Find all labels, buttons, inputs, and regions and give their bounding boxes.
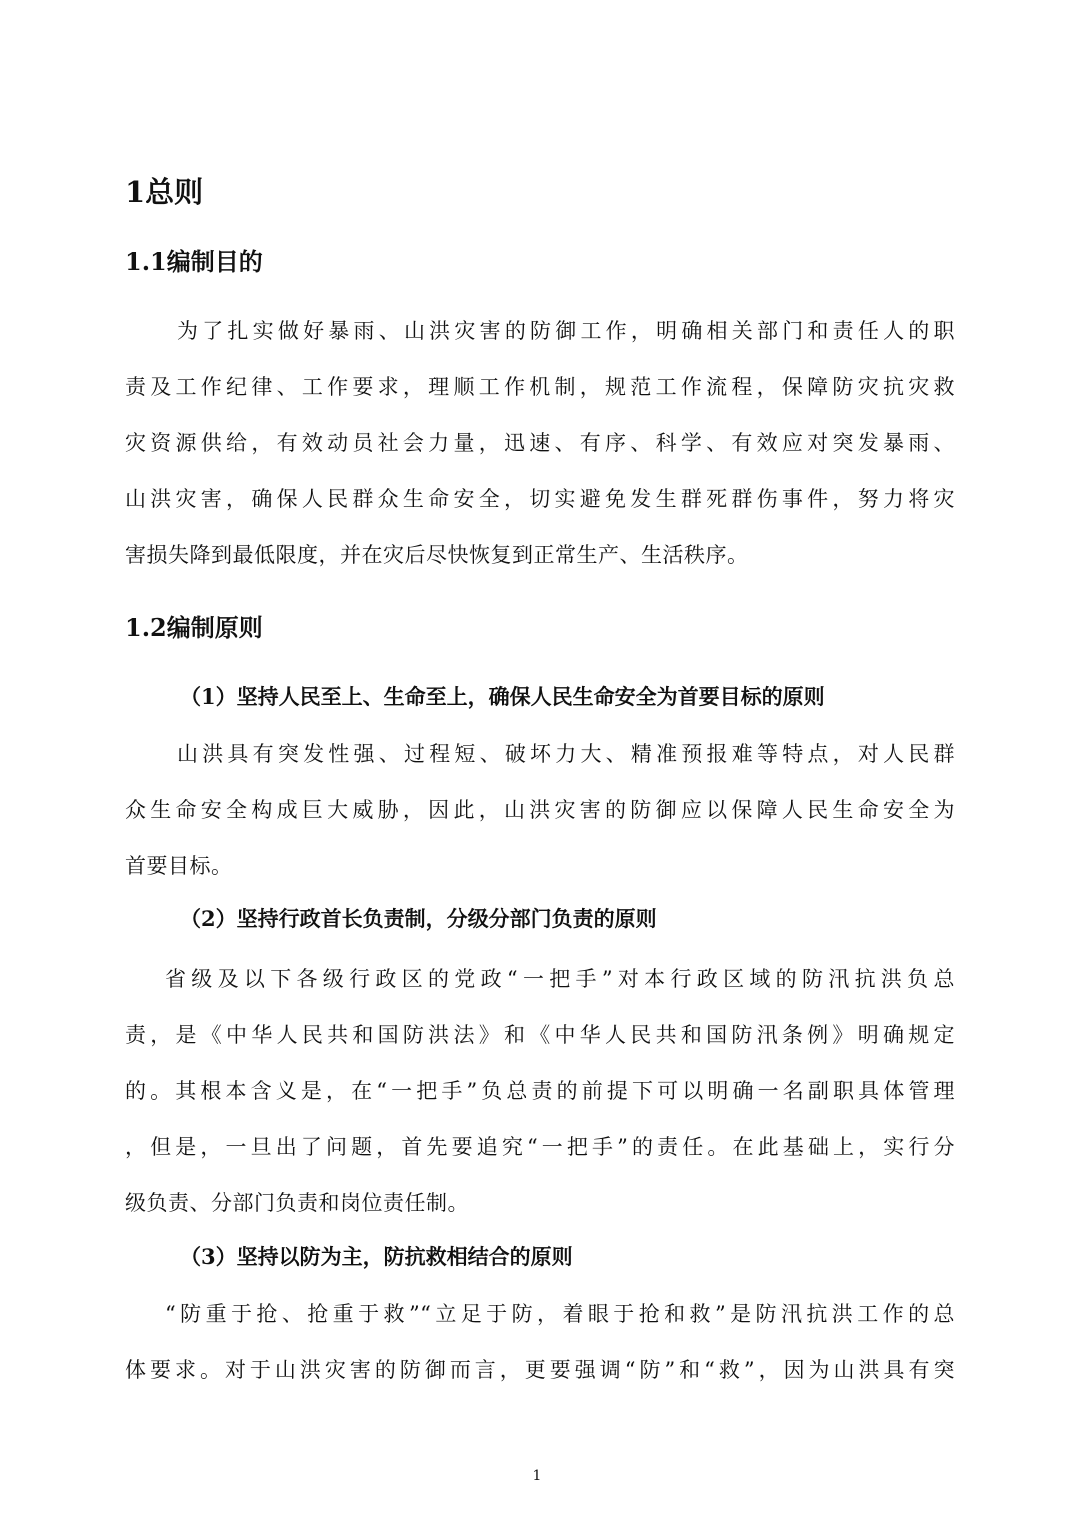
principle-heading-2: （2）坚持行政首长负责制，分级分部门负责的原则: [180, 906, 657, 931]
text-line: 的。其根本含义是，在“一把手”负总责的前提下可以明确一名副职具体管理: [125, 1079, 955, 1103]
text-line: 众生命安全构成巨大威胁，因此，山洪灾害的防御应以保障人民生命安全为: [125, 798, 955, 822]
text-line: 山洪灾害，确保人民群众生命安全，切实避免发生群死群伤事件，努力将灾: [125, 487, 955, 511]
text-line: ，但是，一旦出了问题，首先要追究“一把手”的责任。在此基础上，实行分: [125, 1135, 955, 1159]
section-heading-1-2: 1.2编制原则: [125, 613, 263, 642]
text-line: 体要求。对于山洪灾害的防御而言，更要强调“防”和“救”，因为山洪具有突: [125, 1358, 955, 1382]
text-line: 为了扎实做好暴雨、山洪灾害的防御工作，明确相关部门和责任人的职: [177, 319, 955, 343]
chapter-heading: 1总则: [125, 175, 204, 209]
paragraph-purpose: [125, 303, 955, 583]
text-line: 省级及以下各级行政区的党政“一把手”对本行政区域的防汛抗洪负总: [165, 967, 955, 991]
section-heading-1-1: 1.1编制目的: [125, 247, 263, 276]
principle-heading-1: （1）坚持人民至上、生命至上，确保人民生命安全为首要目标的原则: [180, 684, 825, 709]
text-line: 山洪具有突发性强、过程短、破坏力大、精准预报难等特点，对人民群: [177, 742, 955, 766]
principle-heading-3: （3）坚持以防为主，防抗救相结合的原则: [180, 1244, 573, 1269]
text-line: 灾资源供给，有效动员社会力量，迅速、有序、科学、有效应对突发暴雨、: [125, 431, 955, 455]
paragraph-principle-2: [125, 951, 955, 1231]
text-line: 首要目标。: [125, 854, 233, 878]
text-line: 害损失降到最低限度，并在灾后尽快恢复到正常生产、生活秩序。: [125, 543, 749, 567]
text-line: 责，是《中华人民共和国防洪法》和《中华人民共和国防汛条例》明确规定: [125, 1023, 955, 1047]
text-line: “防重于抢、抢重于救”“立足于防，着眼于抢和救”是防汛抗洪工作的总: [165, 1302, 955, 1326]
paragraph-principle-3: [125, 1286, 955, 1398]
text-line: 级负责、分部门负责和岗位责任制。: [125, 1191, 469, 1215]
paragraph-principle-1: [125, 726, 955, 894]
page-number: 1: [532, 1468, 542, 1484]
text-line: 责及工作纪律、工作要求，理顺工作机制，规范工作流程，保障防灾抗灾救: [125, 375, 955, 399]
